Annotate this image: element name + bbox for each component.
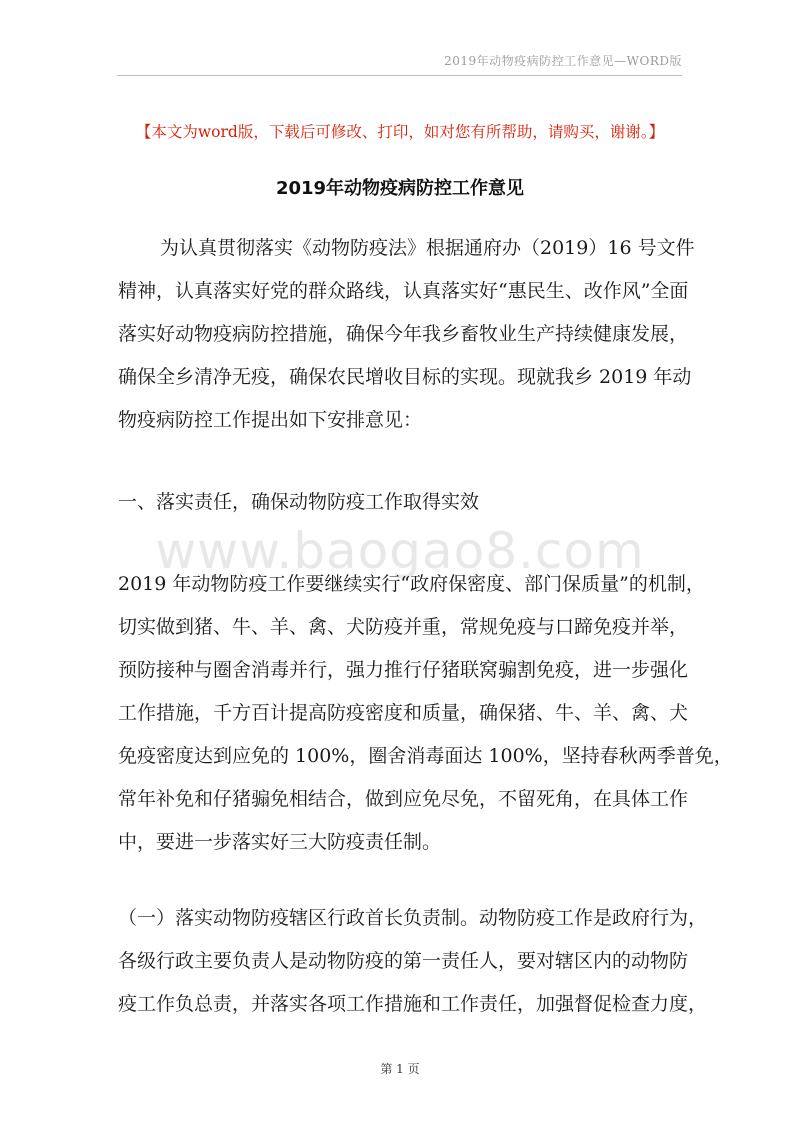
section1-line-1: 2019 年动物防疫工作要继续实行“政府保密度、部门保质量”的机制，: [118, 573, 705, 595]
intro-line-1: 为认真贯彻落实《动物防疫法》根据通府办（2019）16 号文件: [160, 237, 695, 259]
section-heading-1: 一、落实责任，确保动物防疫工作取得实效: [118, 491, 480, 513]
subsection1-line-2: 各级行政主要负责人是动物防疫的第一责任人，要对辖区内的动物防: [118, 950, 689, 972]
running-header: 2019年动物疫病防控工作意见—WORD版: [444, 54, 682, 68]
section1-line-2: 切实做到猪、牛、羊、禽、犬防疫并重，常规免疫与口蹄免疫并举，: [118, 616, 689, 638]
intro-line-4: 确保全乡清净无疫，确保农民增收目标的实现。现就我乡 2019 年动: [118, 366, 692, 388]
document-title: 2019年动物疫病防控工作意见: [275, 178, 525, 199]
intro-line-3: 落实好动物疫病防控措施，确保今年我乡畜牧业生产持续健康发展，: [118, 323, 689, 345]
subsection1-line-1: （一）落实动物防疫辖区行政首长负责制。动物防疫工作是政府行为，: [118, 907, 708, 929]
subsection1-line-3: 疫工作负总责，并落实各项工作措施和工作责任，加强督促检查力度，: [118, 993, 708, 1015]
section1-line-5: 免疫密度达到应免的 100%，圈舍消毒面达 100%，坚持春秋两季普免，: [118, 745, 733, 767]
section1-line-4: 工作措施，千方百计提高防疫密度和质量，确保猪、牛、羊、禽、犬: [118, 702, 689, 724]
section1-line-3: 预防接种与圈舍消毒并行，强力推行仔猪联窝骟割免疫，进一步强化: [118, 659, 689, 681]
purchase-notice: 【本文为word版，下载后可修改、打印，如对您有所帮助，请购买，谢谢。】: [135, 123, 665, 141]
section1-line-7: 中，要进一步落实好三大防疫责任制。: [118, 831, 442, 853]
intro-line-5: 物疫病防控工作提出如下安排意见：: [118, 409, 423, 431]
section1-line-6: 常年补免和仔猪骟免相结合，做到应免尽免，不留死角，在具体工作: [118, 788, 689, 810]
intro-line-2: 精神，认真落实好党的群众路线，认真落实好“惠民生、改作风”全面: [118, 280, 689, 302]
watermark-text: www.baogao8.com: [155, 522, 645, 580]
header-divider: [117, 75, 682, 76]
page-number: 第 1 页: [380, 1062, 420, 1076]
